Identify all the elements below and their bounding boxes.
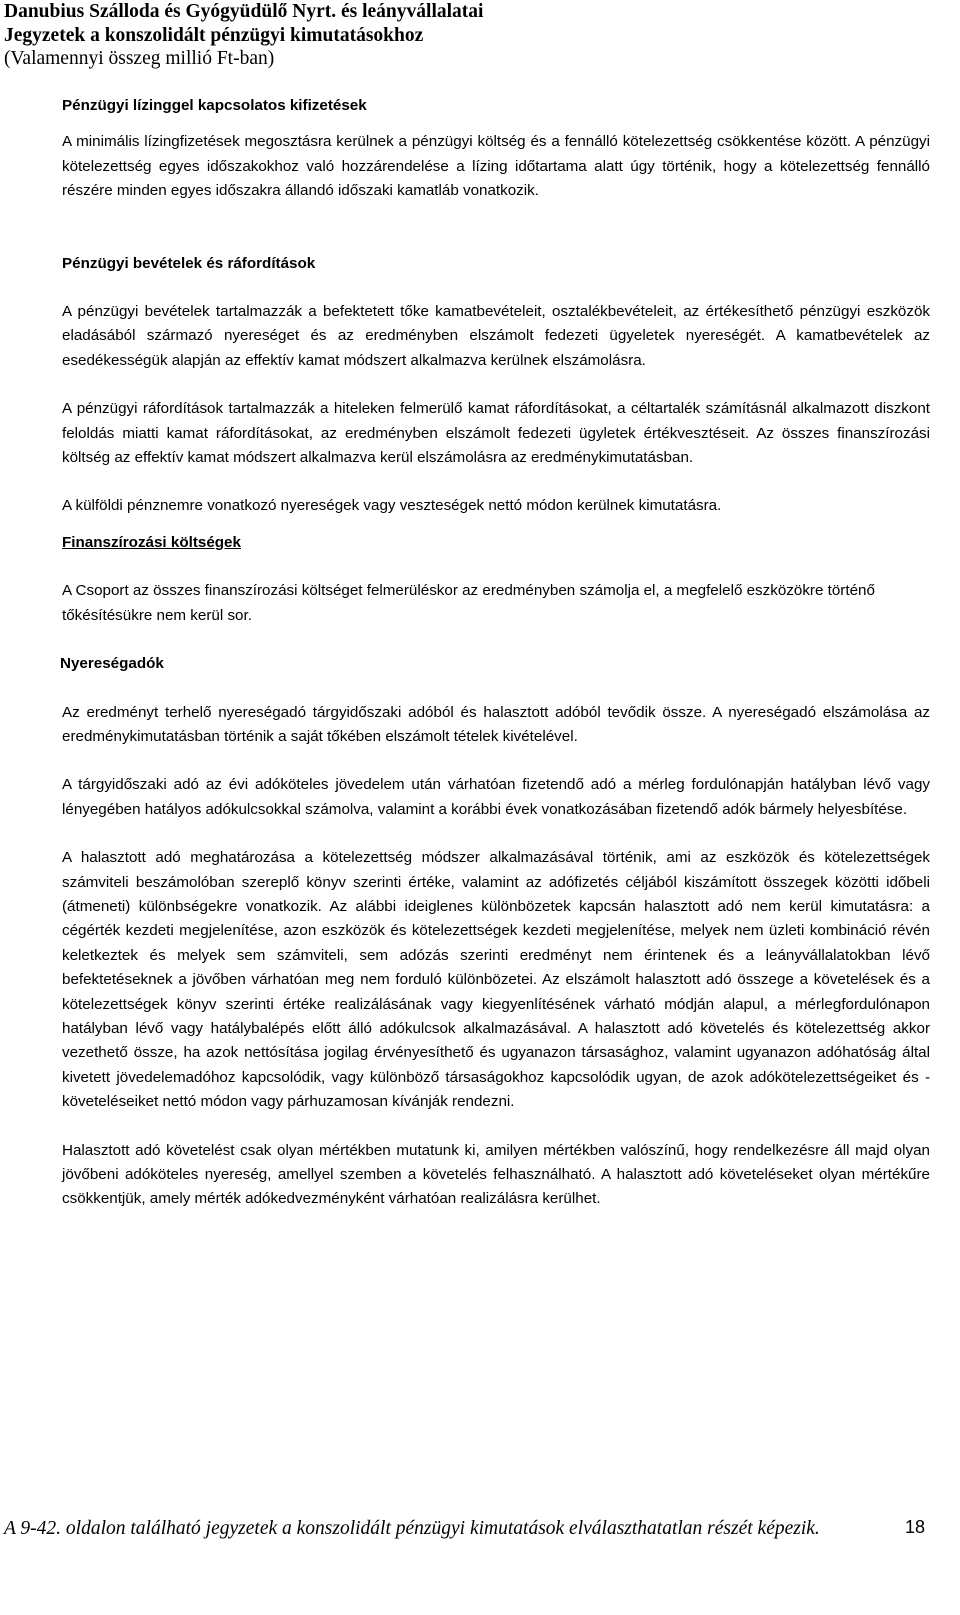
footer-note: A 9-42. oldalon található jegyzetek a konszolidált pénzügyi kimutatások elválaszthatatlan részét képezik. xyxy=(4,1518,820,1539)
document-body xyxy=(62,94,930,1212)
paragraph-financial-income-3: A külföldi pénznemre vonatkozó nyereségek vagy veszteségek nettó módon kerülnek kimutatásra. xyxy=(62,497,722,515)
document-header xyxy=(4,0,944,71)
section-heading-leasing: Pénzügyi lízinggel kapcsolatos kifizetések xyxy=(62,97,367,114)
section-heading-financing-costs: Finanszírozási költségek xyxy=(62,533,241,551)
paragraph-financing-costs-1: A Csoport az összes finanszírozási költséget felmerüléskor az eredményben számolja el, a megfelelő eszközökre történő tőkésítésükre nem kerül sor. xyxy=(62,582,875,624)
section-heading-income-tax: Nyereségadók xyxy=(60,655,164,673)
paragraph-income-tax-2: A tárgyidőszaki adó az évi adóköteles jövedelem után várhatóan fizetendő adó a mérleg fordulónapján hatályban lévő vagy lényegében hatályos adókulcsokkal számolva, valamint a korábbi évek vonatkozásában fizetendő adók bármely helyesbítése. xyxy=(62,776,930,818)
paragraph-financial-income-1: A pénzügyi bevételek tartalmazzák a befektetett tőke kamatbevételeit, osztalékbevételeit, az értékesíthető pénzügyi eszközök eladásából származó nyereséget és az eredményben elszámolt fedezeti ügyeletek nyereségét. A kamatbevételek az esedékességük alapján az effektív kamat módszert alkalmazva kerülnek elszámolásra. xyxy=(62,303,930,369)
paragraph-financial-income-2: A pénzügyi ráfordítások tartalmazzák a hiteleken felmerülő kamat ráfordításokat, a céltartalék számításnál alkalmazott diszkont feloldás miatti kamat ráfordításokat, az eredményben elszámolt fedezeti ügyletek értékvesztéseit. Az összes finanszírozási költség az effektív kamat módszert alkalmazva kerül elszámolásra az eredménykimutatásban. xyxy=(62,400,930,467)
section-heading-financial-income: Pénzügyi bevételek és ráfordítások xyxy=(62,254,316,272)
paragraph-income-tax-4: Halasztott adó követelést csak olyan mértékben mutatunk ki, amilyen mértékben valószínű, hogy rendelkezésre áll majd olyan jövőbeni adóköteles nyereség, amellyel szemben a követelés felhasználható. A halasztott adó követeléseket olyan mértékűre csökkentjük, amely mérték adókedvezményként várhatóan realizálásra kerülhet. xyxy=(62,1141,930,1208)
page-number: 18 xyxy=(905,1517,926,1537)
company-name: Danubius Szálloda és Gyógyüdülő Nyrt. és leányvállalatai xyxy=(4,1,484,22)
paragraph-income-tax-1: Az eredményt terhelő nyereségadó tárgyidőszaki adóból és halasztott adóból tevődik össze. A nyereségadó elszámolása az eredménykimutatásban történik a saját tőkében elszámolt tételek kivételével. xyxy=(62,703,930,745)
notes-title: Jegyzetek a konszolidált pénzügyi kimutatásokhoz xyxy=(4,24,424,46)
currency-unit-note: (Valamennyi összeg millió Ft-ban) xyxy=(4,48,275,69)
paragraph-leasing-1: A minimális lízingfizetések megosztásra kerülnek a pénzügyi költség és a fennálló kötelezettség csökkentése között. A pénzügyi kötelezettség egyes időszakokhoz való hozzárendelése a lízing időtartama alatt úgy történik, hogy a kötelezettség fennálló részére minden egyes időszakra állandó időszaki kamatláb vonatkozik. xyxy=(62,133,930,200)
paragraph-income-tax-3: A halasztott adó meghatározása a kötelezettség módszer alkalmazásával történik, ami az eszközök és kötelezettségek számviteli beszámolóban szereplő könyv szerinti értéke, valamint az adófizetés céljából kiszámított összegek közötti időbeli (átmeneti) különbségekre vonatkozik. Az alábbi ideiglenes különbözetek kapcsán halasztott adó nem kerül kimutatásra: a cégérték kezdeti megjelenítése, azon eszközök és kötelezettségek kezdeti megjelenítése, melyek nem üzleti kombináció révén keletkeztek és melyek sem számviteli, sem adózás szerinti eredményt nem érintenek és a leányvállalatokban lévő befektetéseknek a jövőben várhatóan meg nem forduló különbözetei. Az elszámolt halasztott adó összege a követelések és a kötelezettségek könyv szerinti értéke realizálásának vagy kiegyenlítésének várható módján alapul, a mérlegfordulónapon hatályban lévő vagy hatálybalépés előtt álló adókulcsok alkalmazásával. A halasztott adó követelés és kötelezettség akkor vezethető össze, ha azok nettósítása jogilag érvényesíthető és ugyanazon társasághoz, valamint ugyanazon adóhatóság által kivetett jövedelemadóhoz kapcsolódik, vagy különböző társaságokhoz kapcsolódik ugyan, de azok adókötelezettségeiket és -követeléseiket nettó módon vagy párhuzamosan kívánják rendezni. xyxy=(62,849,930,1111)
